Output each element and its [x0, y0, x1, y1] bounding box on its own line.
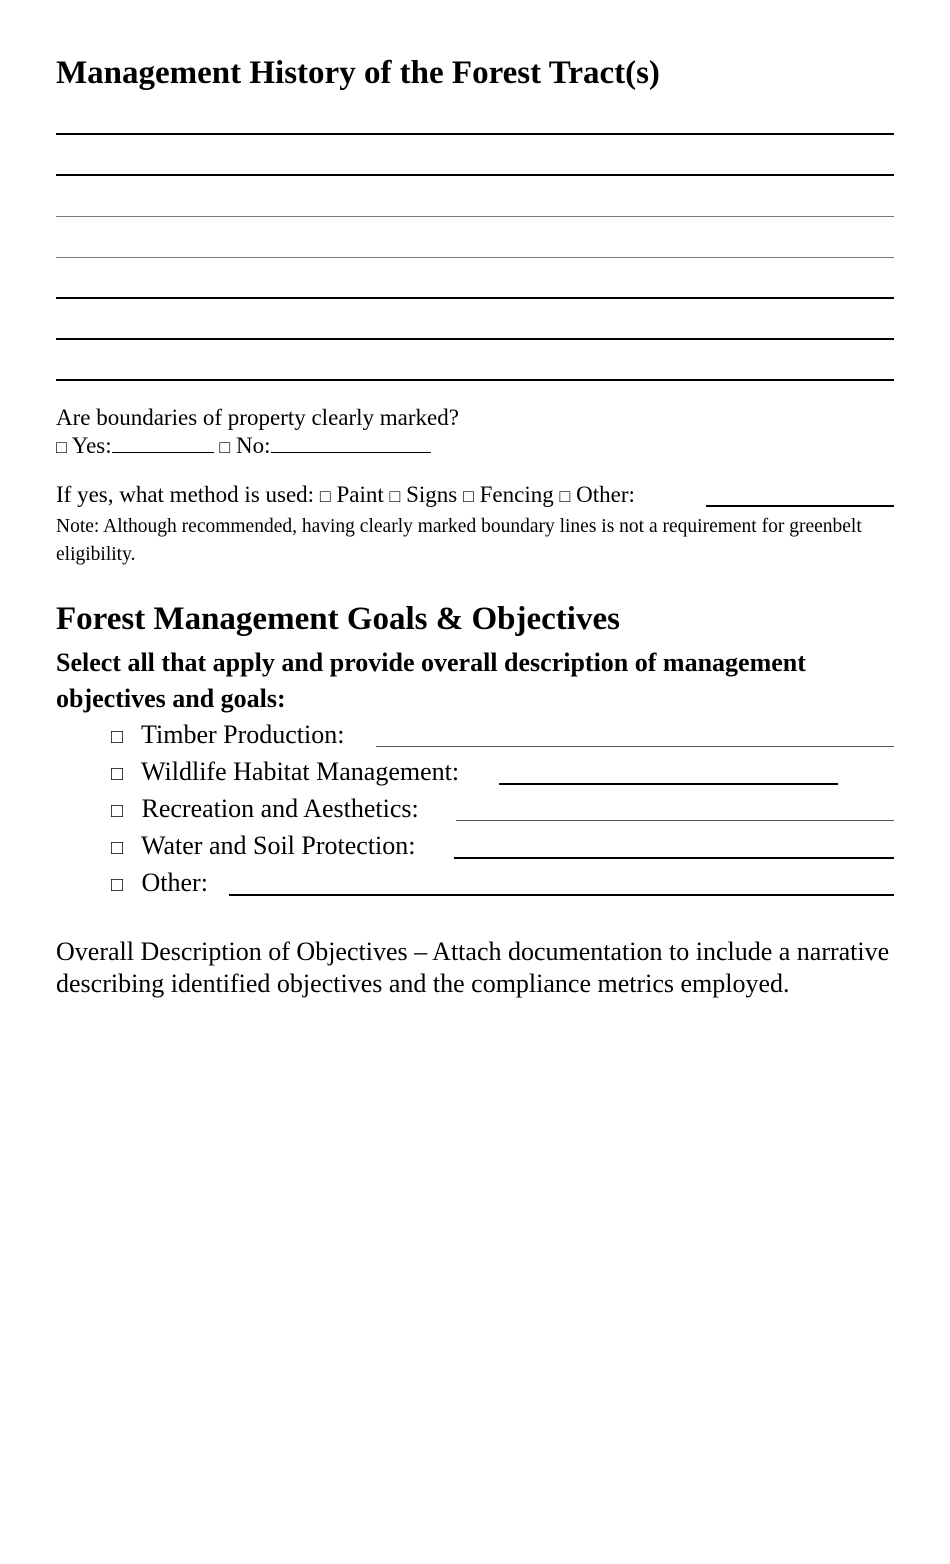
history-line-5[interactable] — [56, 297, 894, 299]
no-answer-field[interactable] — [271, 434, 431, 453]
goals-instruction: Select all that apply and provide overall description of management objectives and goals: — [56, 648, 806, 713]
history-line-1[interactable] — [56, 133, 894, 135]
recreation-checkbox[interactable]: □ — [111, 800, 124, 822]
timber-checkbox[interactable]: □ — [111, 726, 124, 748]
yes-checkbox[interactable]: □ — [56, 437, 67, 457]
paint-label: Paint — [336, 482, 384, 507]
history-line-7[interactable] — [56, 379, 894, 381]
water-soil-field[interactable] — [454, 857, 894, 859]
boundaries-note: Note: Although recommended, having clearly marked boundary lines is not a requirement for greenbelt eligibility. — [56, 516, 862, 565]
timber-label: Timber Production: — [141, 720, 345, 749]
signs-checkbox[interactable]: □ — [389, 486, 401, 506]
water-soil-label: Water and Soil Protection: — [141, 831, 416, 860]
boundaries-yes-no-row — [56, 432, 431, 461]
other-goal-field[interactable] — [229, 894, 894, 896]
fencing-checkbox[interactable]: □ — [463, 486, 474, 506]
recreation-label: Recreation and Aesthetics: — [141, 794, 419, 823]
other-method-label: Other: — [576, 482, 635, 507]
wildlife-field[interactable] — [499, 783, 838, 785]
history-line-2[interactable] — [56, 174, 894, 176]
other-method-field[interactable] — [706, 505, 894, 507]
goal-timber — [111, 720, 344, 750]
other-goal-checkbox[interactable]: □ — [111, 874, 124, 896]
fencing-label: Fencing — [479, 482, 554, 507]
other-goal-label: Other: — [141, 868, 208, 897]
history-line-6[interactable] — [56, 338, 894, 340]
history-line-3[interactable] — [56, 216, 894, 217]
method-row — [56, 481, 635, 510]
no-checkbox[interactable]: □ — [219, 437, 231, 457]
method-question: If yes, what method is used: — [56, 482, 315, 507]
no-label: No: — [236, 433, 271, 458]
history-line-4[interactable] — [56, 257, 894, 258]
timber-field[interactable] — [376, 746, 894, 747]
goal-wildlife — [111, 757, 459, 787]
yes-label: Yes: — [71, 433, 112, 458]
wildlife-label: Wildlife Habitat Management: — [141, 757, 460, 786]
goals-title: Forest Management Goals & Objectives — [56, 601, 620, 637]
wildlife-checkbox[interactable]: □ — [111, 763, 124, 785]
other-method-checkbox[interactable]: □ — [559, 486, 571, 506]
recreation-field[interactable] — [456, 820, 894, 821]
yes-answer-field[interactable] — [112, 434, 214, 453]
signs-label: Signs — [406, 482, 458, 507]
paint-checkbox[interactable]: □ — [319, 486, 331, 506]
water-soil-checkbox[interactable]: □ — [111, 837, 124, 859]
boundaries-question: Are boundaries of property clearly marked? — [56, 405, 459, 430]
goal-water-soil — [111, 831, 416, 861]
objectives-description: Overall Description of Objectives – Attach documentation to include a narrative describing identified objectives and the compliance metrics employed. — [56, 937, 890, 998]
goal-recreation — [111, 794, 419, 824]
history-title: Management History of the Forest Tract(s) — [56, 55, 660, 91]
goal-other — [111, 868, 208, 898]
